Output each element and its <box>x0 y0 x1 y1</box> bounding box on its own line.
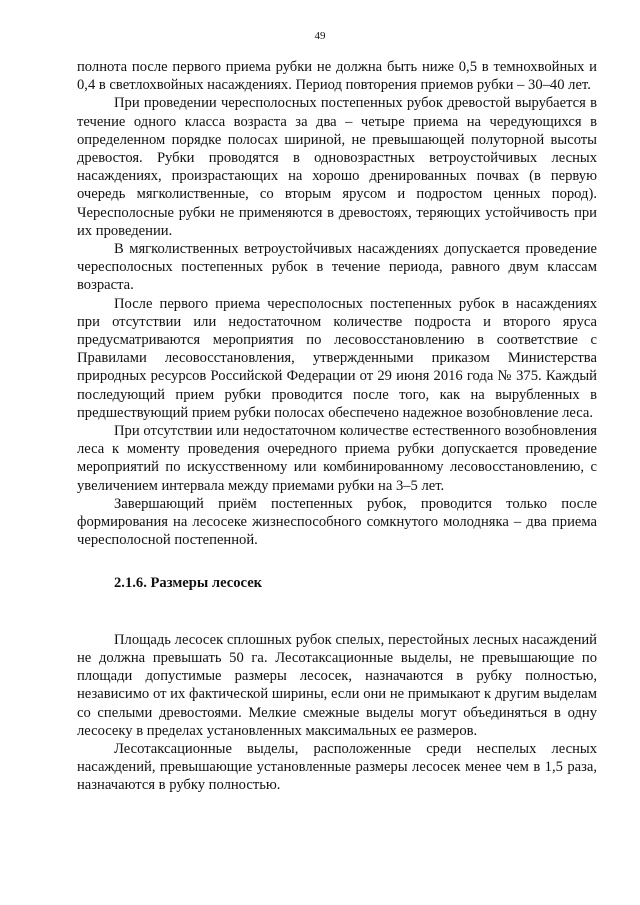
paragraph-softwood-stands: В мягколиственных ветроустойчивых насаждениях допускается проведение чересполосных постепенных рубок в течение периода, равного двум классам возраста. <box>77 241 597 294</box>
paragraph-cutting-area-size: Площадь лесосек сплошных рубок спелых, перестойных лесных насаждений не должна превышать 50 га. Лесотаксационные выделы, не превышающие по площади допустимые размеры лесосек, назначаются в рубку полностью, независимо от их фактической ширины, если они не примыкают к другим выделам со спелыми древостоями. Мелкие смежные выделы могут объединяться в одну лесосеку в пределах установленных максимальных ее размеров. <box>77 631 597 739</box>
page-number: 49 <box>314 30 326 42</box>
paragraph-strip-cutting: При проведении чересполосных постепенных рубок древостой вырубается в течение одного класса возраста за два – четыре приема на чередующихся в определенном порядке полосах шириной, не превышающей полуторной высоты древостоя. Рубки проводятся в одновозрастных ветроустойчивых лесных насаждениях, произрастающих на хорошо дренированных почвах (в первую очередь мягколиственные, со вторым ярусом и подростом ценных пород). Чересполосные рубки не применяются в древостоях, теряющих устойчивость при их проведении. <box>77 95 597 239</box>
paragraph-final-cut: Завершающий приём постепенных рубок, проводится только после формирования на лесосеке жизнеспособного сомкнутого молодняка – два приема чересполосной постепенной. <box>77 495 597 549</box>
paragraph-natural-regeneration: При отсутствии или недостаточном количестве естественного возобновления леса к моменту проведения очередного приема рубки допускается проведение мероприятий по искусственному или комбинированному лесовосстановлению, с увеличением интервала между приемами рубки на 3–5 лет. <box>77 423 597 494</box>
paragraph-first-cut-reforestation: После первого приема чересполосных постепенных рубок в насаждениях при отсутствии или недостаточном количестве подроста и второго яруса предусматриваются мероприятия по лесовосстановлению в соответствие с Правилами лесовосстановления, утвержденными приказом Министерства природных ресурсов Российской Федерации от 29 июня 2016 года № 375. Каждый последующий прием рубки проводится после того, как на вырубленных в предшествующий прием рубки полосах обеспечено надежное возобновление леса. <box>77 295 597 421</box>
page-content <box>77 58 597 795</box>
paragraph-allotments-among-young: Лесотаксационные выделы, расположенные среди неспелых лесных насаждений, превышающие установленные размеры лесосек менее чем в 1,5 раза, назначаются в рубку полностью. <box>77 740 597 794</box>
section-spacer <box>77 593 597 631</box>
section-heading: 2.1.6. Размеры лесосек <box>114 575 263 592</box>
paragraph-continuation: полнота после первого приема рубки не должна быть ниже 0,5 в темнохвойных и 0,4 в светлохвойных насаждениях. Период повторения приемов рубки – 30–40 лет. <box>77 59 597 94</box>
